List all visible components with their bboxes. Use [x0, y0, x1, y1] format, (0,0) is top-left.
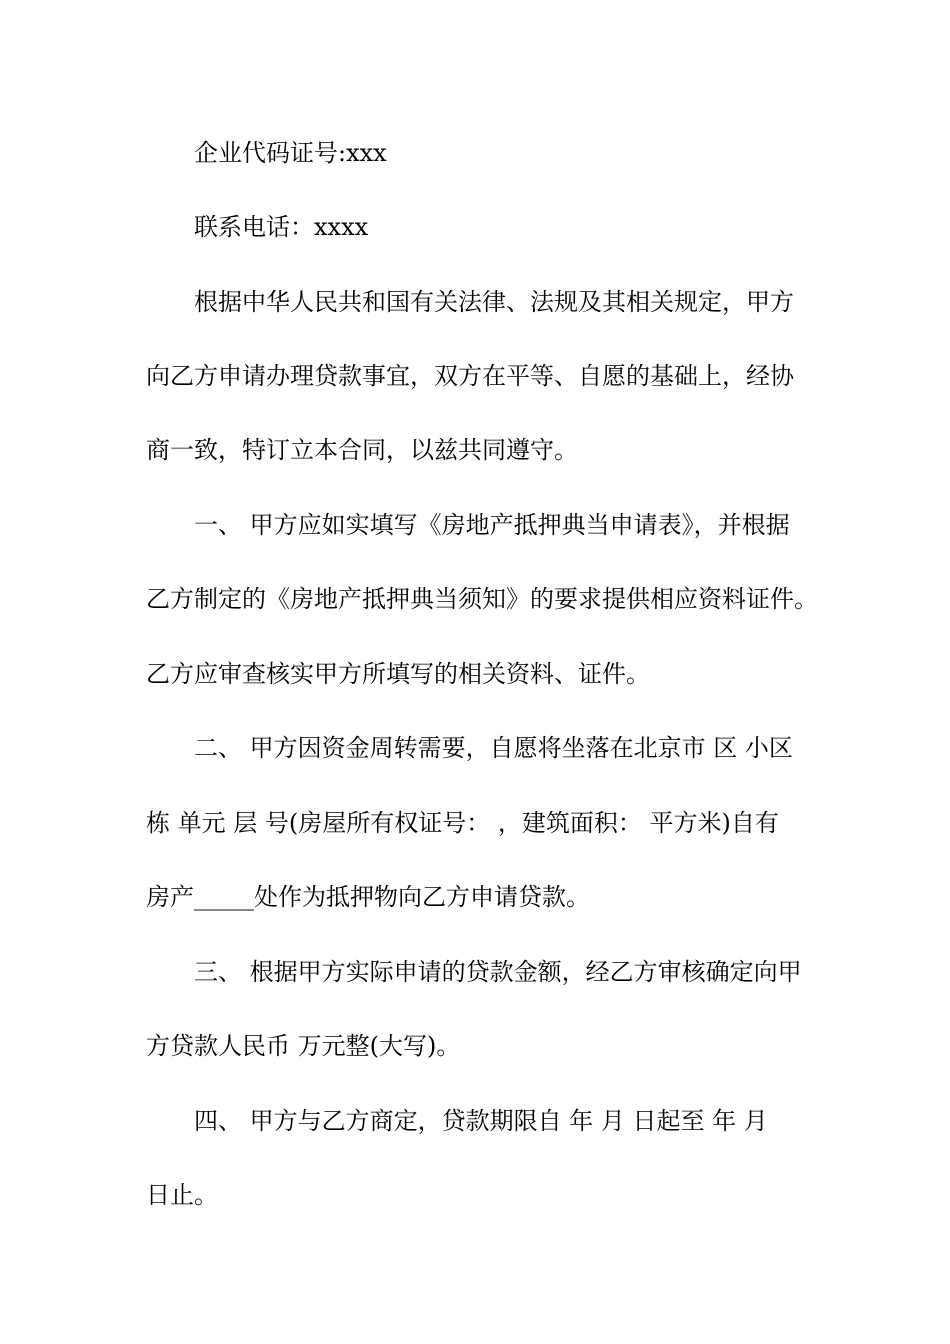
clause-3-line-2: 方贷款人民币 万元整(大写)。: [146, 1032, 461, 1060]
phone-line: 联系电话：xxxx: [194, 213, 369, 241]
clause-1-line-2: 乙方制定的《房地产抵押典当须知》的要求提供相应资料证件。: [146, 585, 818, 613]
clause-4-line-2: 日止。: [146, 1181, 218, 1209]
preamble-line-3: 商一致，特订立本合同，以兹共同遵守。: [146, 436, 578, 464]
clause-3-line-1: 三、 根据甲方实际申请的贷款金额，经乙方审核确定向甲: [194, 958, 802, 986]
clause-2-line-2: 栋 单元 层 号(房屋所有权证号： ，建筑面积： 平方米)自有: [146, 809, 779, 837]
clause-2-line-3: 房产_____处作为抵押物向乙方申请贷款。: [146, 883, 590, 911]
preamble-line-1: 根据中华人民共和国有关法律、法规及其相关规定，甲方: [194, 288, 794, 316]
clause-4-line-1: 四、 甲方与乙方商定，贷款期限自 年 月 日起至 年 月: [194, 1107, 768, 1135]
preamble-line-2: 向乙方申请办理贷款事宜，双方在平等、自愿的基础上，经协: [146, 362, 794, 390]
clause-1-line-3: 乙方应审查核实甲方所填写的相关资料、证件。: [146, 660, 650, 688]
clause-1-line-1: 一、 甲方应如实填写《房地产抵押典当申请表》，并根据: [194, 511, 790, 539]
clause-2-line-1: 二、 甲方因资金周转需要，自愿将坐落在北京市 区 小区: [194, 734, 793, 762]
enterprise-code-line: 企业代码证号:xxx: [194, 139, 387, 167]
